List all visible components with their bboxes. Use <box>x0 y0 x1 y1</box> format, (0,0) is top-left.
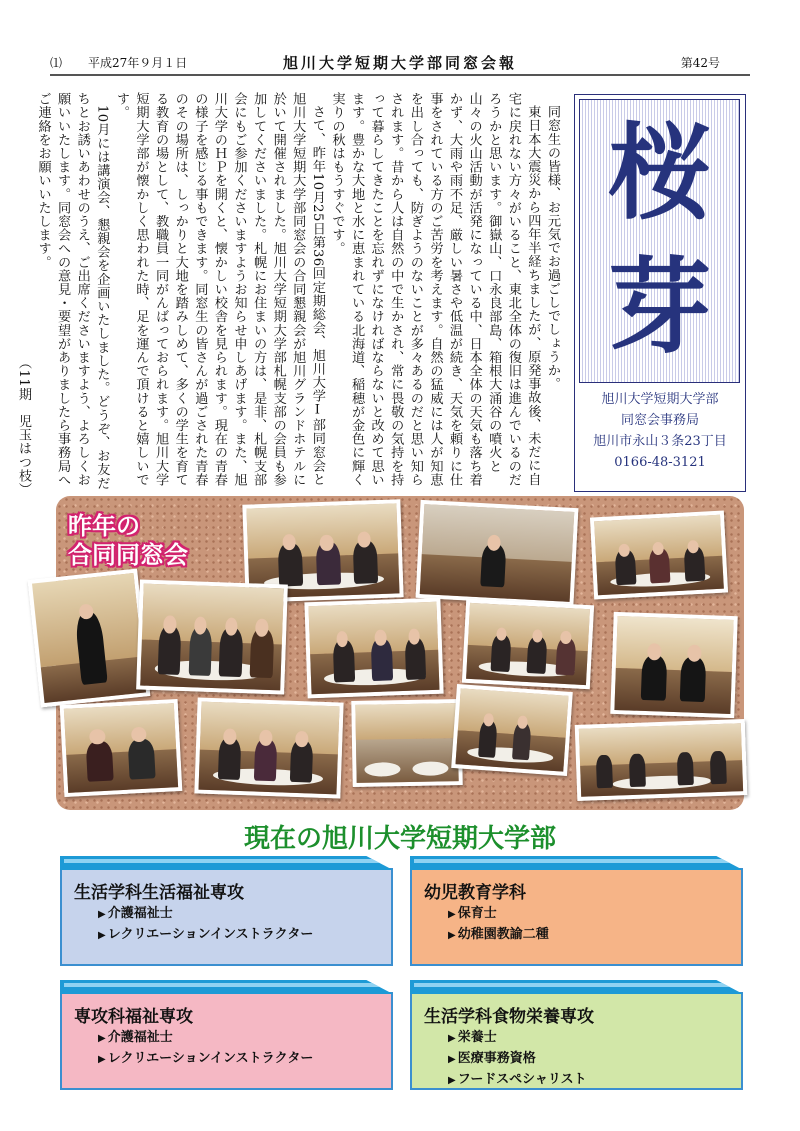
department-name: 生活学科食物栄養専攻 <box>424 1007 594 1027</box>
party-photo <box>60 699 183 797</box>
photo-caption-line-1: 昨年の <box>68 512 140 540</box>
article-paragraph: 東日本大震災から四年半経ちましたが、原発事故後、未だに自宅に戻れない方々がいること、東北全体の復旧は進んでいるのだろうかと思います。御嶽山、口永良部島、箱根大涌谷の噴火と山々の火山活動が活発になっている中、日本全体の天気も落ち着かず、大雨や雨不足、厳しい暑さや低温が続き、天気を頼りに仕事をされている方のご苦労を考えます。自然の猛威には人が知恵を出し合っても、防ぎようのないことが多々あるのだと思い知らされます。昔から人は自然の中で生かされ、常に畏敬の気持を持って暮らしてきたことを忘れずになければならないと改めて思います。豊かな大地と水に恵まれている北海道、稲穂が金色に輝く実りの秋はもうすぐです。 <box>329 92 541 487</box>
qualification-item: ▶ レクリエーションインストラクター <box>98 925 313 946</box>
page-issue-mark: ⑴ <box>50 56 63 70</box>
card-tab-decoration <box>60 856 393 870</box>
department-name: 専攻科福祉専攻 <box>74 1007 193 1027</box>
issue-date: 平成27年９月１日 <box>88 56 188 70</box>
masthead-title-panel <box>579 99 740 383</box>
office-address: 旭川市永山３条23丁目 <box>593 434 727 449</box>
qualification-item: ▶ 医療事務資格 <box>448 1049 587 1070</box>
department-card <box>60 992 393 1090</box>
office-department: 同窓会事務局 <box>620 413 699 428</box>
party-photo <box>590 511 728 600</box>
qualification-list <box>98 1028 313 1070</box>
photo-caption <box>68 512 188 570</box>
office-contact <box>575 389 745 473</box>
card-tab-decoration <box>60 980 393 994</box>
party-photo <box>28 569 151 708</box>
greeting-article <box>15 92 562 496</box>
qualification-item: ▶ レクリエーションインストラクター <box>98 1049 313 1070</box>
article-signature: （11期 児玉はつ枝） <box>15 356 31 496</box>
photo-caption-line-2: 合同同窓会 <box>68 541 188 569</box>
card-tab-decoration <box>410 856 743 870</box>
department-name: 生活学科生活福祉専攻 <box>74 883 244 903</box>
qualification-list <box>448 904 549 946</box>
section-heading: 現在の旭川大学短期大学部 <box>243 824 556 854</box>
party-photo <box>416 500 579 606</box>
article-paragraph: 同窓生の皆様、お元気でお過ごしでしょうか。 <box>545 105 560 391</box>
party-photo <box>610 612 737 718</box>
party-photo <box>351 699 462 787</box>
qualification-list <box>448 1028 587 1091</box>
qualification-item: ▶ 介護福祉士 <box>98 904 313 925</box>
masthead-title-char-1: 桜 <box>607 111 712 234</box>
party-photo <box>575 719 748 801</box>
qualification-item: ▶ フードスペシャリスト <box>448 1070 587 1091</box>
party-photo <box>304 598 443 699</box>
department-name: 幼児教育学科 <box>424 883 526 903</box>
party-photo <box>462 599 594 690</box>
party-photo <box>194 697 343 798</box>
masthead-box <box>574 94 746 492</box>
office-phone: 0166-48-3121 <box>614 455 706 470</box>
department-card <box>410 992 743 1090</box>
masthead-title-char-2: 芽 <box>607 245 712 368</box>
department-card <box>410 868 743 966</box>
article-paragraph: さて、昨年10月25日第36回定期総会、旭川大学Ⅰ部同窓会と旭川大学短期大学部同窓会の合同懇親会が旭川グランドホテルに於いて開催されました。旭川大学短期大学部札幌支部の会員も参加してくださいました。札幌にお住まいの方は、是非、札幌支部会にもご参加くださいますようお知らせ申しあげます。また、旭川大学のＨＰを開くと、懐かしい校舎を見られます。現在の青春の様子を感じる事もできます。同窓生の皆さんが過ごされた青春のその場所は、しっかりと大地を踏みしめて、多くの学生を育てる教育の場として、教職員一同がんばっておられます。旭川大学短期大学部が懐かしく思われた時、足を運んで頂けると嬉しいです。 <box>113 92 325 487</box>
qualification-item: ▶ 介護福祉士 <box>98 1028 313 1049</box>
qualification-list <box>98 904 313 946</box>
party-photo <box>136 579 288 694</box>
department-card <box>60 868 393 966</box>
issue-number: 第42号 <box>680 56 720 70</box>
office-name: 旭川大学短期大学部 <box>601 392 719 407</box>
qualification-item: ▶ 幼稚園教諭二種 <box>448 925 549 946</box>
header-divider <box>50 74 750 76</box>
card-tab-decoration <box>410 980 743 994</box>
party-photo <box>451 684 573 776</box>
newsletter-title: 旭川大学短期大学部同窓会報 <box>282 54 517 72</box>
qualification-item: ▶ 保育士 <box>448 904 549 925</box>
qualification-item: ▶ 栄養士 <box>448 1028 587 1049</box>
article-paragraph: 10月には講演会、懇親会を企画いたしました。どうぞ、お友だちとお誘いあわせのうえ、ご出席くださいますよう、よろしくお願いいたします。同窓会への意見・要望がありましたら事務局へご連絡をお願いいたします。 <box>35 92 110 490</box>
